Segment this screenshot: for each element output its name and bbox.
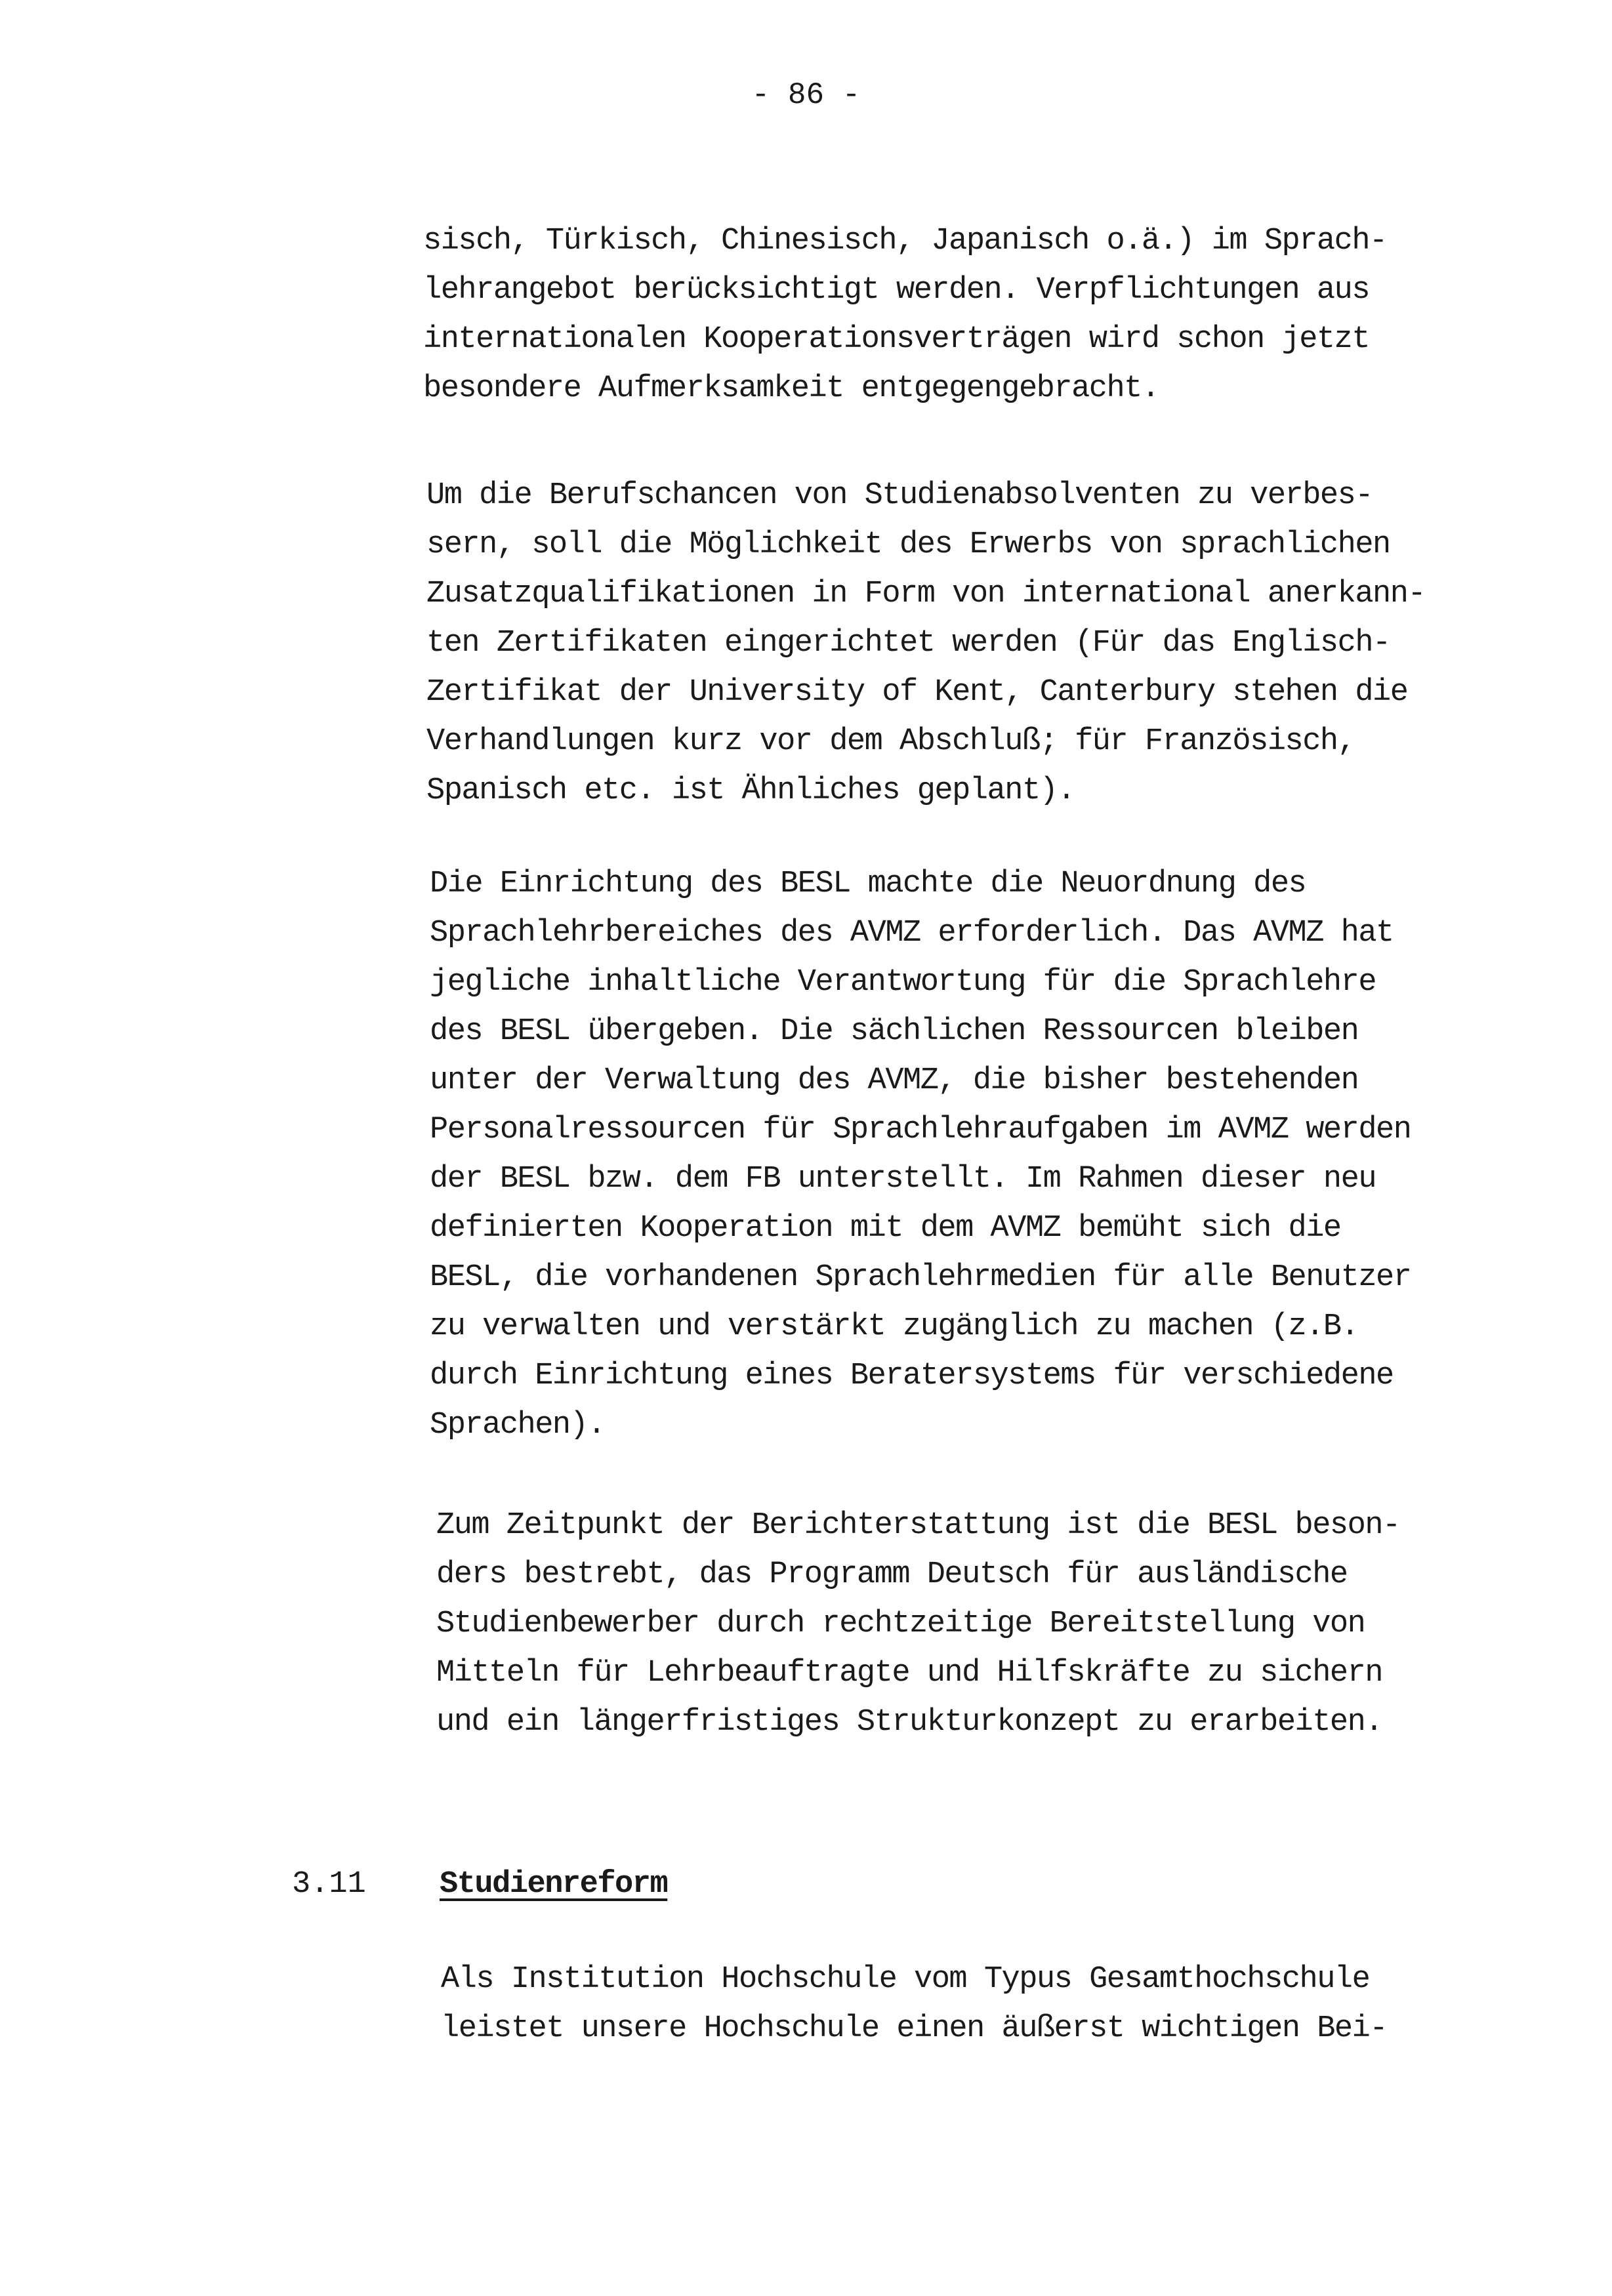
text-line: Personalressourcen für Sprachlehraufgaben im AVMZ werden <box>430 1113 1411 1147</box>
text-line: Sprachlehrbereiches des AVMZ erforderlich. Das AVMZ hat <box>430 916 1394 951</box>
text-line: ders bestrebt, das Programm Deutsch für ausländische <box>436 1557 1348 1592</box>
text-line: sern, soll die Möglichkeit des Erwerbs von sprachlichen <box>426 527 1390 562</box>
paragraph-2 <box>426 471 1425 815</box>
text-line: der BESL bzw. dem FB unterstellt. Im Rahmen dieser neu <box>430 1162 1376 1197</box>
paragraph-3 <box>430 859 1411 1450</box>
section-paragraph <box>441 1955 1387 2053</box>
text-line: internationalen Kooperationsverträgen wird schon jetzt <box>423 322 1370 357</box>
text-line: definierten Kooperation mit dem AVMZ bemüht sich die <box>430 1211 1341 1246</box>
text-line: leistet unsere Hochschule einen äußerst wichtigen Bei- <box>441 2011 1388 2046</box>
text-line: sisch, Türkisch, Chinesisch, Japanisch o.ä.) im Sprach- <box>423 224 1387 258</box>
text-line: BESL, die vorhandenen Sprachlehrmedien für alle Benutzer <box>430 1260 1411 1295</box>
text-line: Zusatzqualifikationen in Form von international anerkann- <box>426 577 1426 611</box>
section-heading: Studienreform <box>440 1867 668 1902</box>
paragraph-1 <box>423 216 1387 413</box>
text-line: unter der Verwaltung des AVMZ, die bisher bestehenden <box>430 1063 1359 1098</box>
text-line: Zum Zeitpunkt der Berichterstattung ist die BESL beson- <box>436 1508 1400 1543</box>
text-line: Zertifikat der University of Kent, Canterbury stehen die <box>426 675 1408 710</box>
text-line: und ein längerfristiges Strukturkonzept zu erarbeiten. <box>436 1705 1383 1740</box>
text-line: Um die Berufschancen von Studienabsolventen zu verbes- <box>426 478 1373 513</box>
text-line: Spanisch etc. ist Ähnliches geplant). <box>426 773 1075 808</box>
text-line: Die Einrichtung des BESL machte die Neuordnung des <box>430 867 1306 901</box>
text-line: Verhandlungen kurz vor dem Abschluß; für Französisch, <box>426 724 1355 759</box>
text-line: lehrangebot berücksichtigt werden. Verpflichtungen aus <box>423 273 1370 308</box>
text-line: Studienbewerber durch rechtzeitige Bereitstellung von <box>436 1607 1365 1641</box>
text-line: Mitteln für Lehrbeauftragte und Hilfskräfte zu sichern <box>436 1656 1383 1691</box>
text-line: des BESL übergeben. Die sächlichen Ressourcen bleiben <box>430 1014 1359 1049</box>
page-number: - 86 - <box>751 78 861 112</box>
text-line: durch Einrichtung eines Beratersystems für verschiedene <box>430 1359 1394 1393</box>
text-line: zu verwalten und verstärkt zugänglich zu machen (z.B. <box>430 1309 1359 1344</box>
paragraph-4 <box>436 1501 1400 1747</box>
text-line: ten Zertifikaten eingerichtet werden (Für das Englisch- <box>426 626 1390 661</box>
text-line: Als Institution Hochschule vom Typus Gesamthochschule <box>441 1962 1370 1997</box>
text-line: jegliche inhaltliche Verantwortung für die Sprachlehre <box>430 965 1376 1000</box>
section-number: 3.11 <box>292 1867 366 1902</box>
text-line: besondere Aufmerksamkeit entgegengebracht. <box>423 371 1159 406</box>
text-line: Sprachen). <box>430 1408 606 1443</box>
